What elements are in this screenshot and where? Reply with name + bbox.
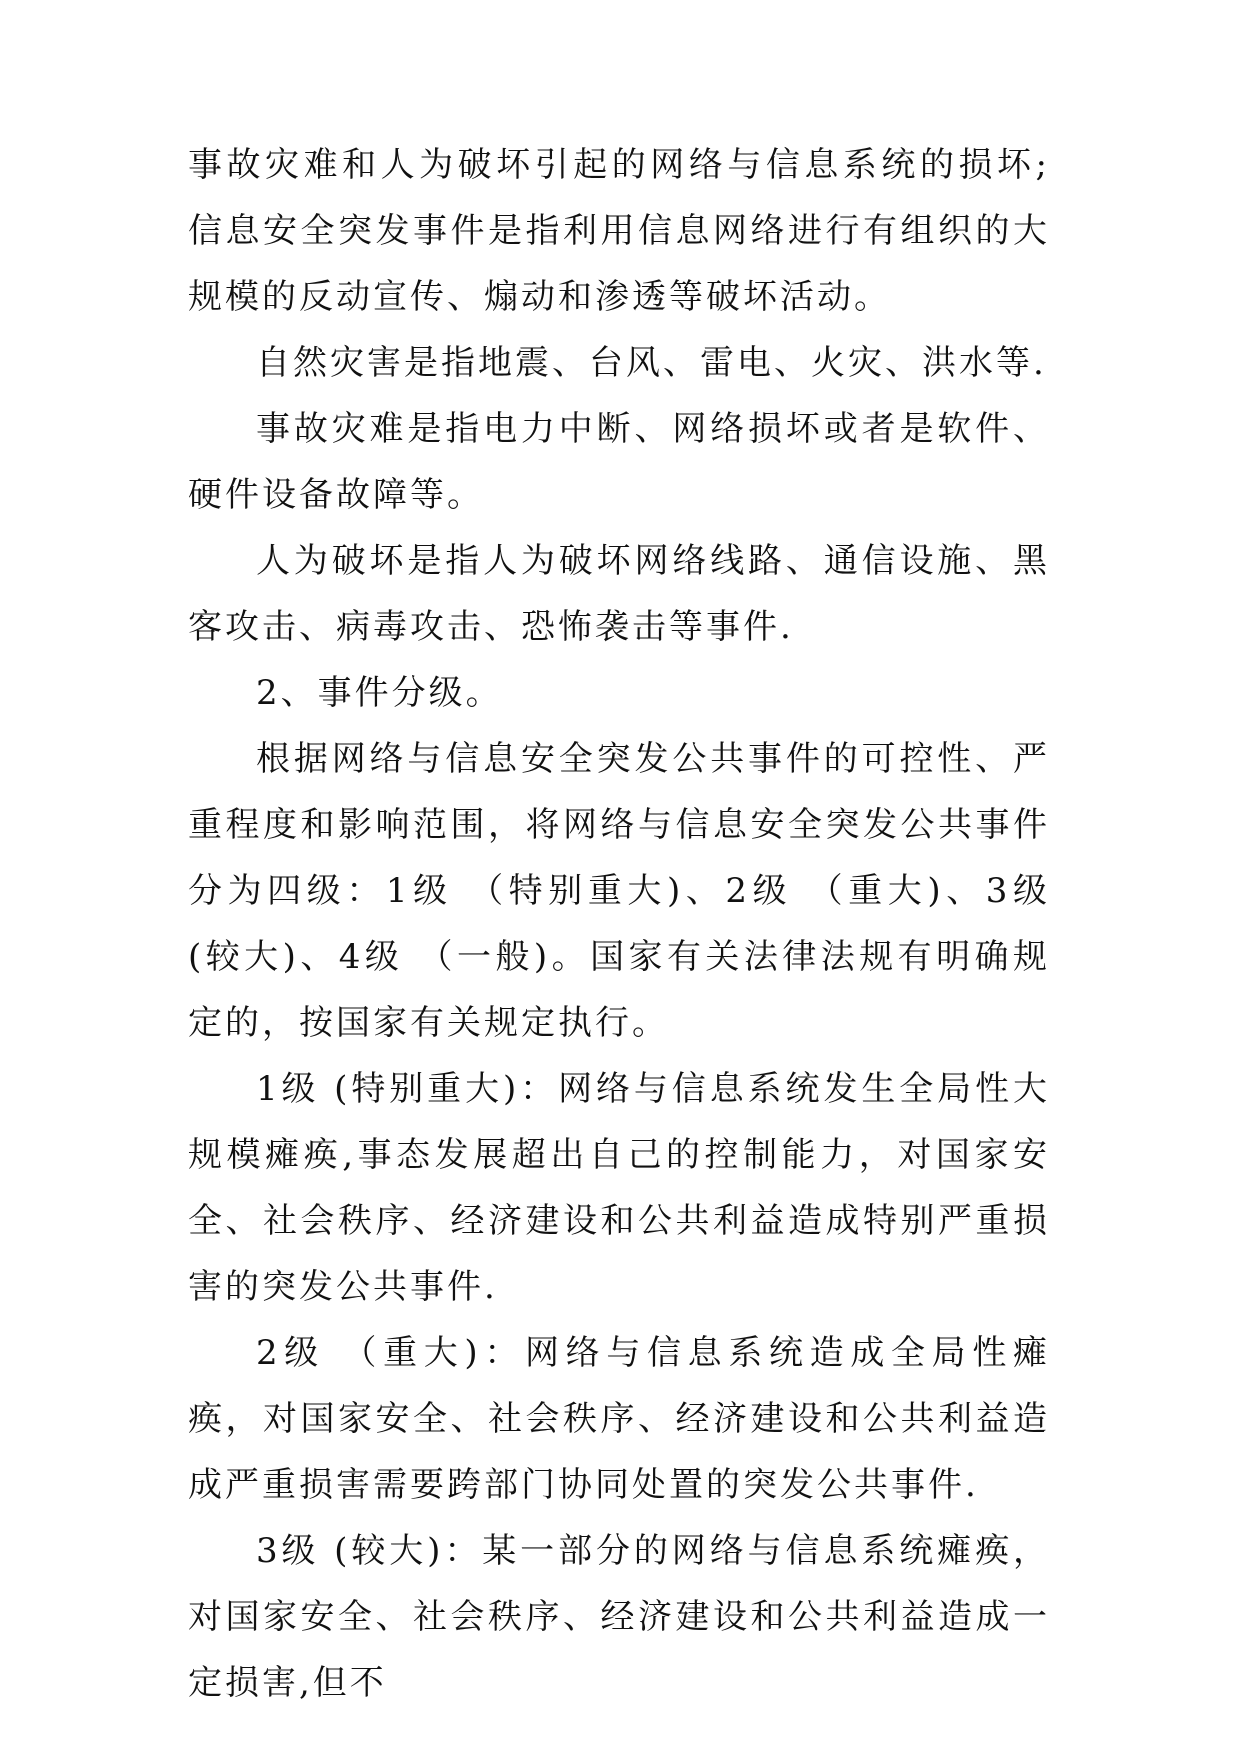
paragraph-5: 2、事件分级。 (256, 673, 503, 713)
document-body (188, 132, 1050, 1716)
paragraph-7: 1级 (特别重大)：网络与信息系统发生全局性大规模瘫痪,事态发展超出自己的控制能力，对国家安全、社会秩序、经济建设和公共利益造成特别严重损害的突发公共事件. (188, 1069, 1050, 1307)
paragraph-8: 2级 （重大)：网络与信息系统造成全局性瘫痪，对国家安全、社会秩序、经济建设和公共利益造成严重损害需要跨部门协同处置的突发公共事件. (188, 1333, 1050, 1505)
paragraph-9: 3级 (较大)：某一部分的网络与信息系统瘫痪，对国家安全、社会秩序、经济建设和公共利益造成一定损害,但不 (188, 1531, 1050, 1703)
paragraph-6: 根据网络与信息安全突发公共事件的可控性、严重程度和影响范围，将网络与信息安全突发公共事件分为四级：1级 （特别重大)、2级 （重大)、3级 (较大)、4级 （一般)。国家有关法律法规有明确规定的，按国家有关规定执行。 (188, 739, 1050, 1043)
paragraph-1: 事故灾难和人为破坏引起的网络与信息系统的损坏;信息安全突发事件是指利用信息网络进行有组织的大规模的反动宣传、煽动和渗透等破坏活动。 (188, 145, 1050, 317)
paragraph-4: 人为破坏是指人为破坏网络线路、通信设施、黑客攻击、病毒攻击、恐怖袭击等事件. (188, 541, 1050, 647)
paragraph-3: 事故灾难是指电力中断、网络损坏或者是软件、硬件设备故障等。 (188, 409, 1050, 515)
paragraph-2: 自然灾害是指地震、台风、雷电、火灾、洪水等. (256, 343, 1047, 383)
